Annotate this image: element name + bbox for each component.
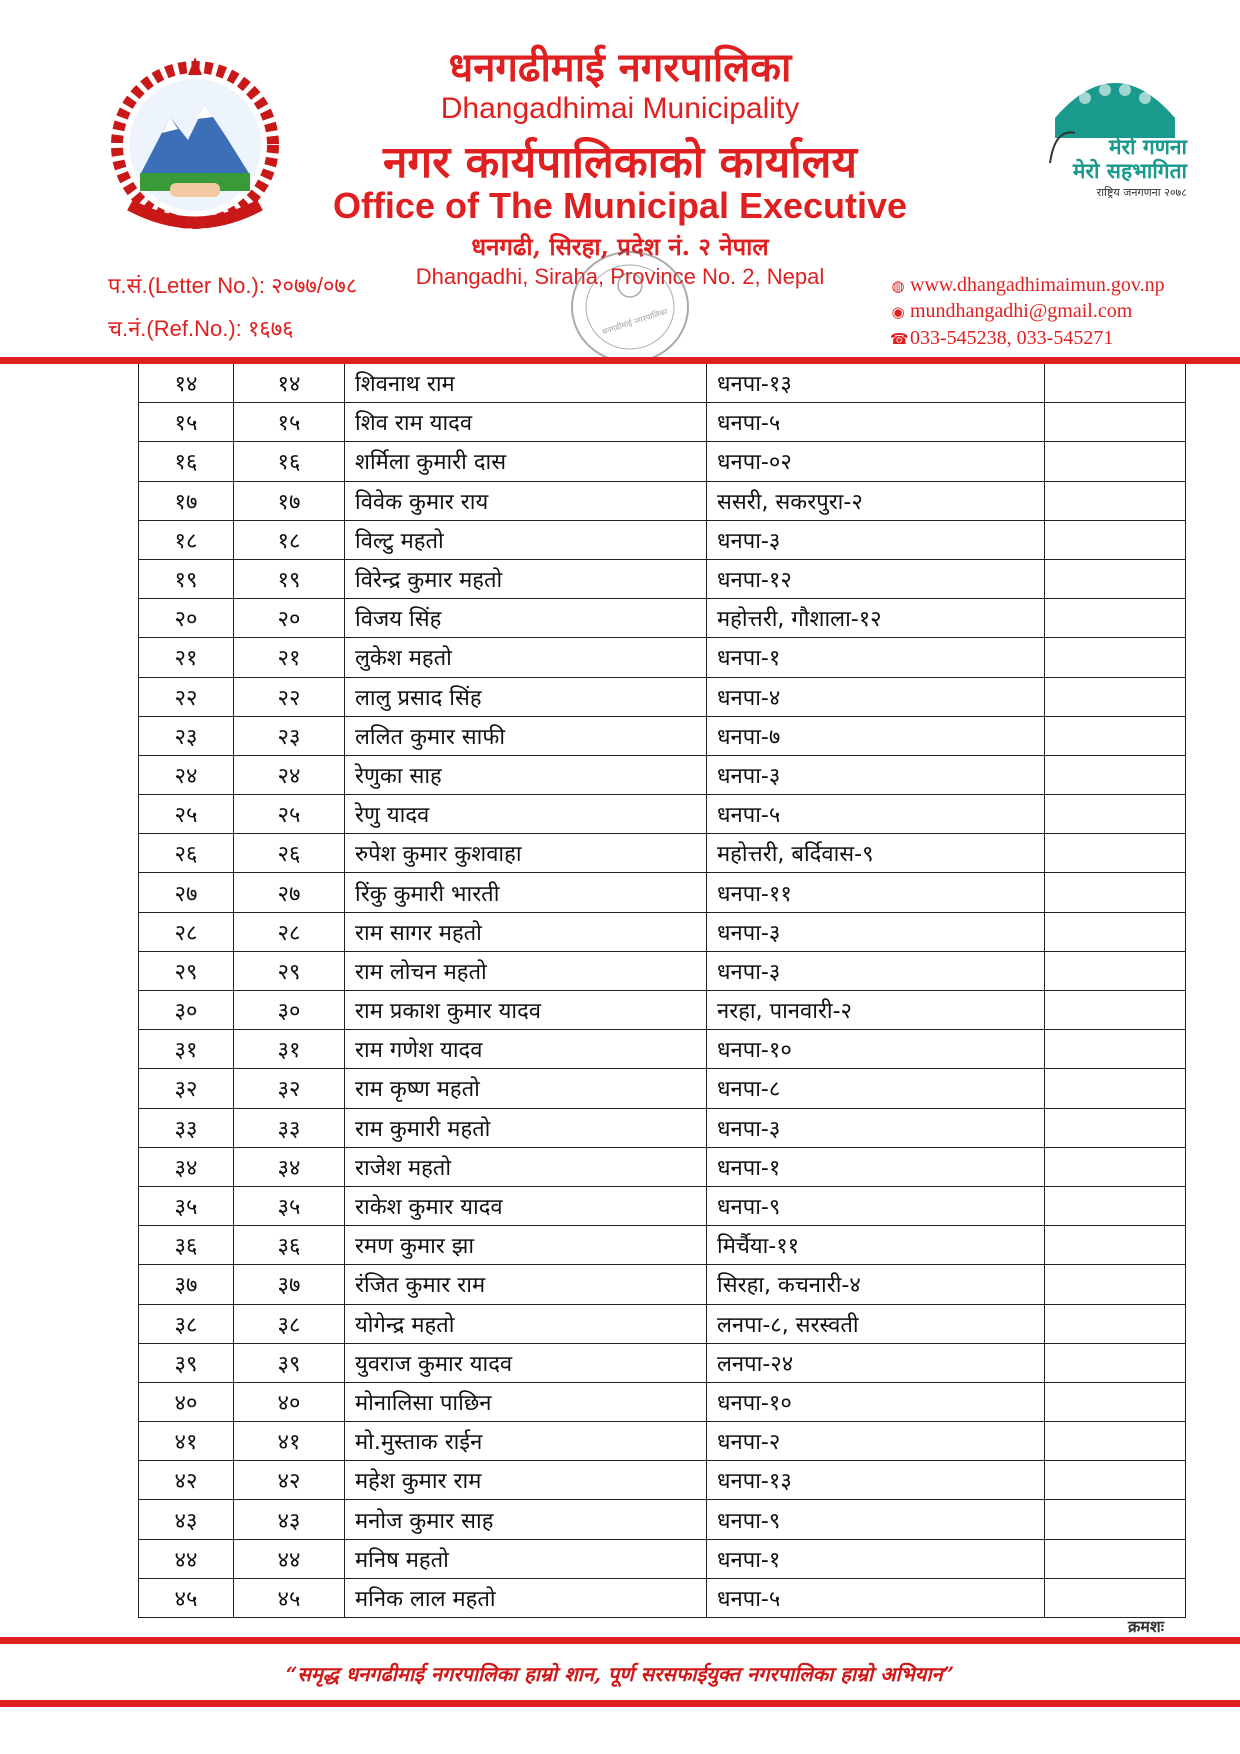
table-row <box>139 1304 1186 1343</box>
remarks-cell <box>1045 1030 1186 1069</box>
address-cell: धनपा-११ <box>707 873 1045 912</box>
serial-number-cell: ३९ <box>139 1343 234 1382</box>
serial-number-cell: ३६ <box>139 1226 234 1265</box>
table-row <box>139 1500 1186 1539</box>
entry-number-cell: २४ <box>234 755 345 794</box>
serial-number-cell: ३५ <box>139 1186 234 1225</box>
table-row <box>139 559 1186 598</box>
remarks-cell <box>1045 559 1186 598</box>
table-row <box>139 991 1186 1030</box>
address-cell: धनपा-२ <box>707 1422 1045 1461</box>
name-cell: राम कुमारी महतो <box>345 1108 707 1147</box>
remarks-cell <box>1045 1539 1186 1578</box>
remarks-cell <box>1045 1186 1186 1225</box>
serial-number-cell: ४१ <box>139 1422 234 1461</box>
serial-number-cell: ३१ <box>139 1030 234 1069</box>
remarks-cell <box>1045 795 1186 834</box>
table-row <box>139 403 1186 442</box>
remarks-cell <box>1045 442 1186 481</box>
serial-number-cell: ४२ <box>139 1461 234 1500</box>
census-logo-line3: राष्ट्रिय जनगणना २०७८ <box>1096 186 1187 199</box>
entry-number-cell: ४० <box>234 1382 345 1421</box>
address-cell: धनपा-३ <box>707 1108 1045 1147</box>
address-cell: धनपा-४ <box>707 677 1045 716</box>
address-cell: धनपा-३ <box>707 755 1045 794</box>
address-cell: लनपा-८, सरस्वती <box>707 1304 1045 1343</box>
address-cell: धनपा-१ <box>707 1147 1045 1186</box>
name-cell: राम प्रकाश कुमार यादव <box>345 991 707 1030</box>
name-cell: राम कृष्ण महतो <box>345 1069 707 1108</box>
name-cell: रिंकु कुमारी भारती <box>345 873 707 912</box>
address-cell: धनपा-५ <box>707 403 1045 442</box>
census-logo-line1: मेरो गणना <box>1109 135 1187 159</box>
entry-number-cell: ३२ <box>234 1069 345 1108</box>
serial-number-cell: ३० <box>139 991 234 1030</box>
remarks-cell <box>1045 1578 1186 1617</box>
entry-number-cell: २७ <box>234 873 345 912</box>
serial-number-cell: १६ <box>139 442 234 481</box>
entry-number-cell: ४५ <box>234 1578 345 1617</box>
office-name-np: नगर कार्यपालिकाको कार्यालय <box>383 137 857 188</box>
remarks-cell <box>1045 599 1186 638</box>
name-cell: रुपेश कुमार कुशवाहा <box>345 834 707 873</box>
name-cell: मनोज कुमार साह <box>345 1500 707 1539</box>
name-cell: रेणु यादव <box>345 795 707 834</box>
serial-number-cell: २५ <box>139 795 234 834</box>
table-row <box>139 1108 1186 1147</box>
name-cell: ललित कुमार साफी <box>345 716 707 755</box>
header-divider <box>0 357 1240 364</box>
entry-number-cell: १९ <box>234 559 345 598</box>
remarks-cell <box>1045 638 1186 677</box>
name-cell: लुकेश महतो <box>345 638 707 677</box>
website-line <box>890 274 1165 297</box>
serial-number-cell: ३८ <box>139 1304 234 1343</box>
entry-number-cell: ३५ <box>234 1186 345 1225</box>
address-cell: धनपा-३ <box>707 912 1045 951</box>
entry-number-cell: २० <box>234 599 345 638</box>
entry-number-cell: २१ <box>234 638 345 677</box>
name-cell: राकेश कुमार यादव <box>345 1186 707 1225</box>
remarks-cell <box>1045 1069 1186 1108</box>
phone-icon: ☎ <box>890 330 909 348</box>
address-cell: सिरहा, कचनारी-४ <box>707 1265 1045 1304</box>
email-line <box>890 300 1132 323</box>
address-cell: धनपा-९ <box>707 1500 1045 1539</box>
mail-icon: ◉ <box>891 303 905 321</box>
table-row <box>139 834 1186 873</box>
entry-number-cell: ३८ <box>234 1304 345 1343</box>
serial-number-cell: १९ <box>139 559 234 598</box>
remarks-cell <box>1045 951 1186 990</box>
address-cell: महोत्तरी, बर्दिवास-९ <box>707 834 1045 873</box>
continued-label: क्रमशः <box>1128 1617 1164 1636</box>
serial-number-cell: २१ <box>139 638 234 677</box>
name-cell: योगेन्द्र महतो <box>345 1304 707 1343</box>
serial-number-cell: १८ <box>139 520 234 559</box>
table-row <box>139 481 1186 520</box>
serial-number-cell: २० <box>139 599 234 638</box>
table-row <box>139 1069 1186 1108</box>
serial-number-cell: २९ <box>139 951 234 990</box>
entry-number-cell: ३४ <box>234 1147 345 1186</box>
serial-number-cell: ३३ <box>139 1108 234 1147</box>
name-cell: लालु प्रसाद सिंह <box>345 677 707 716</box>
entry-number-cell: २९ <box>234 951 345 990</box>
table-row <box>139 795 1186 834</box>
address-cell: मिर्चैया-११ <box>707 1226 1045 1265</box>
remarks-cell <box>1045 1108 1186 1147</box>
census-logo-line2: मेरो सहभागिता <box>1072 159 1187 183</box>
email-link[interactable]: mundhangadhi@gmail.com <box>910 300 1133 322</box>
table-row <box>139 442 1186 481</box>
table-row <box>139 1382 1186 1421</box>
table-row <box>139 638 1186 677</box>
entry-number-cell: ४३ <box>234 1500 345 1539</box>
address-cell: धनपा-१० <box>707 1030 1045 1069</box>
table-row <box>139 1226 1186 1265</box>
website-link[interactable]: www.dhangadhimaimun.gov.np <box>910 274 1165 296</box>
remarks-cell <box>1045 716 1186 755</box>
serial-number-cell: २६ <box>139 834 234 873</box>
entry-number-cell: ३६ <box>234 1226 345 1265</box>
svg-text:धनगढीमाई नगरपालिका: धनगढीमाई नगरपालिका <box>600 306 669 337</box>
address-cell: धनपा-५ <box>707 1578 1045 1617</box>
name-cell: शर्मिला कुमारी दास <box>345 442 707 481</box>
table-row <box>139 599 1186 638</box>
name-cell: विवेक कुमार राय <box>345 481 707 520</box>
remarks-cell <box>1045 912 1186 951</box>
address-en: Dhangadhi, Siraha, Province No. 2, Nepal <box>415 264 825 289</box>
serial-number-cell: ३२ <box>139 1069 234 1108</box>
globe-icon: ◍ <box>891 277 905 295</box>
serial-number-cell: ४० <box>139 1382 234 1421</box>
serial-number-cell: २८ <box>139 912 234 951</box>
remarks-cell <box>1045 1422 1186 1461</box>
entry-number-cell: २२ <box>234 677 345 716</box>
table-row <box>139 1343 1186 1382</box>
remarks-cell <box>1045 364 1186 403</box>
name-cell: रेणुका साह <box>345 755 707 794</box>
remarks-cell <box>1045 1500 1186 1539</box>
serial-number-cell: ४४ <box>139 1539 234 1578</box>
table-row <box>139 873 1186 912</box>
name-cell: मनिक लाल महतो <box>345 1578 707 1617</box>
name-cell: विल्टु महतो <box>345 520 707 559</box>
serial-number-cell: ३७ <box>139 1265 234 1304</box>
address-cell: धनपा-१३ <box>707 1461 1045 1500</box>
serial-number-cell: १५ <box>139 403 234 442</box>
address-cell: लनपा-२४ <box>707 1343 1045 1382</box>
serial-number-cell: ४५ <box>139 1578 234 1617</box>
name-cell: शिवनाथ राम <box>345 364 707 403</box>
name-cell: मो.मुस्ताक राईन <box>345 1422 707 1461</box>
address-np: धनगढी, सिरहा, प्रदेश नं. २ नेपाल <box>471 232 769 261</box>
table-row <box>139 755 1186 794</box>
remarks-cell <box>1045 1382 1186 1421</box>
address-cell: धनपा-९ <box>707 1186 1045 1225</box>
municipality-name-np: धनगढीमाई नगरपालिका <box>448 44 792 91</box>
name-cell: मोनालिसा पाछिन <box>345 1382 707 1421</box>
remarks-cell <box>1045 873 1186 912</box>
remarks-cell <box>1045 677 1186 716</box>
address-cell: धनपा-८ <box>707 1069 1045 1108</box>
name-cell: विरेन्द्र कुमार महतो <box>345 559 707 598</box>
entry-number-cell: १८ <box>234 520 345 559</box>
serial-number-cell: २३ <box>139 716 234 755</box>
entry-number-cell: १४ <box>234 364 345 403</box>
serial-number-cell: २२ <box>139 677 234 716</box>
address-cell: धनपा-०२ <box>707 442 1045 481</box>
entry-number-cell: ४१ <box>234 1422 345 1461</box>
serial-number-cell: २७ <box>139 873 234 912</box>
entry-number-cell: ३० <box>234 991 345 1030</box>
entry-number-cell: १६ <box>234 442 345 481</box>
address-cell: महोत्तरी, गौशाला-१२ <box>707 599 1045 638</box>
name-cell: राजेश महतो <box>345 1147 707 1186</box>
address-cell: धनपा-१३ <box>707 364 1045 403</box>
remarks-cell <box>1045 1265 1186 1304</box>
reference-number: च.नं.(Ref.No.): १६७६ <box>108 316 294 341</box>
entry-number-cell: १५ <box>234 403 345 442</box>
serial-number-cell: २४ <box>139 755 234 794</box>
remarks-cell <box>1045 755 1186 794</box>
office-stamp <box>565 245 695 370</box>
remarks-cell <box>1045 520 1186 559</box>
remarks-cell <box>1045 1343 1186 1382</box>
remarks-cell <box>1045 1147 1186 1186</box>
table-row <box>139 1186 1186 1225</box>
table-row <box>139 520 1186 559</box>
address-cell: धनपा-५ <box>707 795 1045 834</box>
letter-number: प.सं.(Letter No.): २०७७/०७८ <box>108 273 358 298</box>
serial-number-cell: ४३ <box>139 1500 234 1539</box>
table-row <box>139 1578 1186 1617</box>
name-cell: युवराज कुमार यादव <box>345 1343 707 1382</box>
entry-number-cell: २८ <box>234 912 345 951</box>
address-cell: धनपा-१ <box>707 638 1045 677</box>
address-cell: धनपा-३ <box>707 520 1045 559</box>
entry-number-cell: १७ <box>234 481 345 520</box>
remarks-cell <box>1045 481 1186 520</box>
entry-number-cell: २५ <box>234 795 345 834</box>
member-list-table <box>138 364 1186 1618</box>
footer-divider-top <box>0 1637 1240 1644</box>
table-row <box>139 364 1186 403</box>
municipality-name-en: Dhangadhimai Municipality <box>440 92 800 125</box>
address-cell: धनपा-७ <box>707 716 1045 755</box>
table-row <box>139 1030 1186 1069</box>
serial-number-cell: १७ <box>139 481 234 520</box>
table-row <box>139 1461 1186 1500</box>
phone-numbers: 033-545238, 033-545271 <box>910 327 1114 349</box>
table-row <box>139 1265 1186 1304</box>
entry-number-cell: ४४ <box>234 1539 345 1578</box>
entry-number-cell: ४२ <box>234 1461 345 1500</box>
name-cell: रंजित कुमार राम <box>345 1265 707 1304</box>
office-name-en: Office of The Municipal Executive <box>332 185 908 226</box>
name-cell: महेश कुमार राम <box>345 1461 707 1500</box>
footer-motto: “समृद्ध धनगढीमाई नगरपालिका हाम्रो शान, पूर्ण सरसफाईयुक्त नगरपालिका हाम्रो अभियान” <box>285 1662 955 1686</box>
entry-number-cell: ३९ <box>234 1343 345 1382</box>
name-cell: मनिष महतो <box>345 1539 707 1578</box>
table-row <box>139 951 1186 990</box>
remarks-cell <box>1045 1226 1186 1265</box>
entry-number-cell: २३ <box>234 716 345 755</box>
entry-number-cell: ३१ <box>234 1030 345 1069</box>
name-cell: राम लोचन महतो <box>345 951 707 990</box>
remarks-cell <box>1045 1461 1186 1500</box>
address-cell: नरहा, पानवारी-२ <box>707 991 1045 1030</box>
table-row <box>139 912 1186 951</box>
address-cell: धनपा-१० <box>707 1382 1045 1421</box>
name-cell: रमण कुमार झा <box>345 1226 707 1265</box>
address-cell: ससरी, सकरपुरा-२ <box>707 481 1045 520</box>
address-cell: धनपा-१ <box>707 1539 1045 1578</box>
serial-number-cell: ३४ <box>139 1147 234 1186</box>
remarks-cell <box>1045 991 1186 1030</box>
footer-divider-bottom <box>0 1700 1240 1707</box>
table-row <box>139 677 1186 716</box>
remarks-cell <box>1045 1304 1186 1343</box>
table-row <box>139 1422 1186 1461</box>
remarks-cell <box>1045 403 1186 442</box>
address-cell: धनपा-१२ <box>707 559 1045 598</box>
entry-number-cell: ३७ <box>234 1265 345 1304</box>
name-cell: शिव राम यादव <box>345 403 707 442</box>
name-cell: विजय सिंह <box>345 599 707 638</box>
table-row <box>139 1539 1186 1578</box>
entry-number-cell: ३३ <box>234 1108 345 1147</box>
phone-line <box>890 327 1113 350</box>
name-cell: राम सागर महतो <box>345 912 707 951</box>
remarks-cell <box>1045 834 1186 873</box>
address-cell: धनपा-३ <box>707 951 1045 990</box>
table-row <box>139 716 1186 755</box>
serial-number-cell: १४ <box>139 364 234 403</box>
table-row <box>139 1147 1186 1186</box>
entry-number-cell: २६ <box>234 834 345 873</box>
name-cell: राम गणेश यादव <box>345 1030 707 1069</box>
